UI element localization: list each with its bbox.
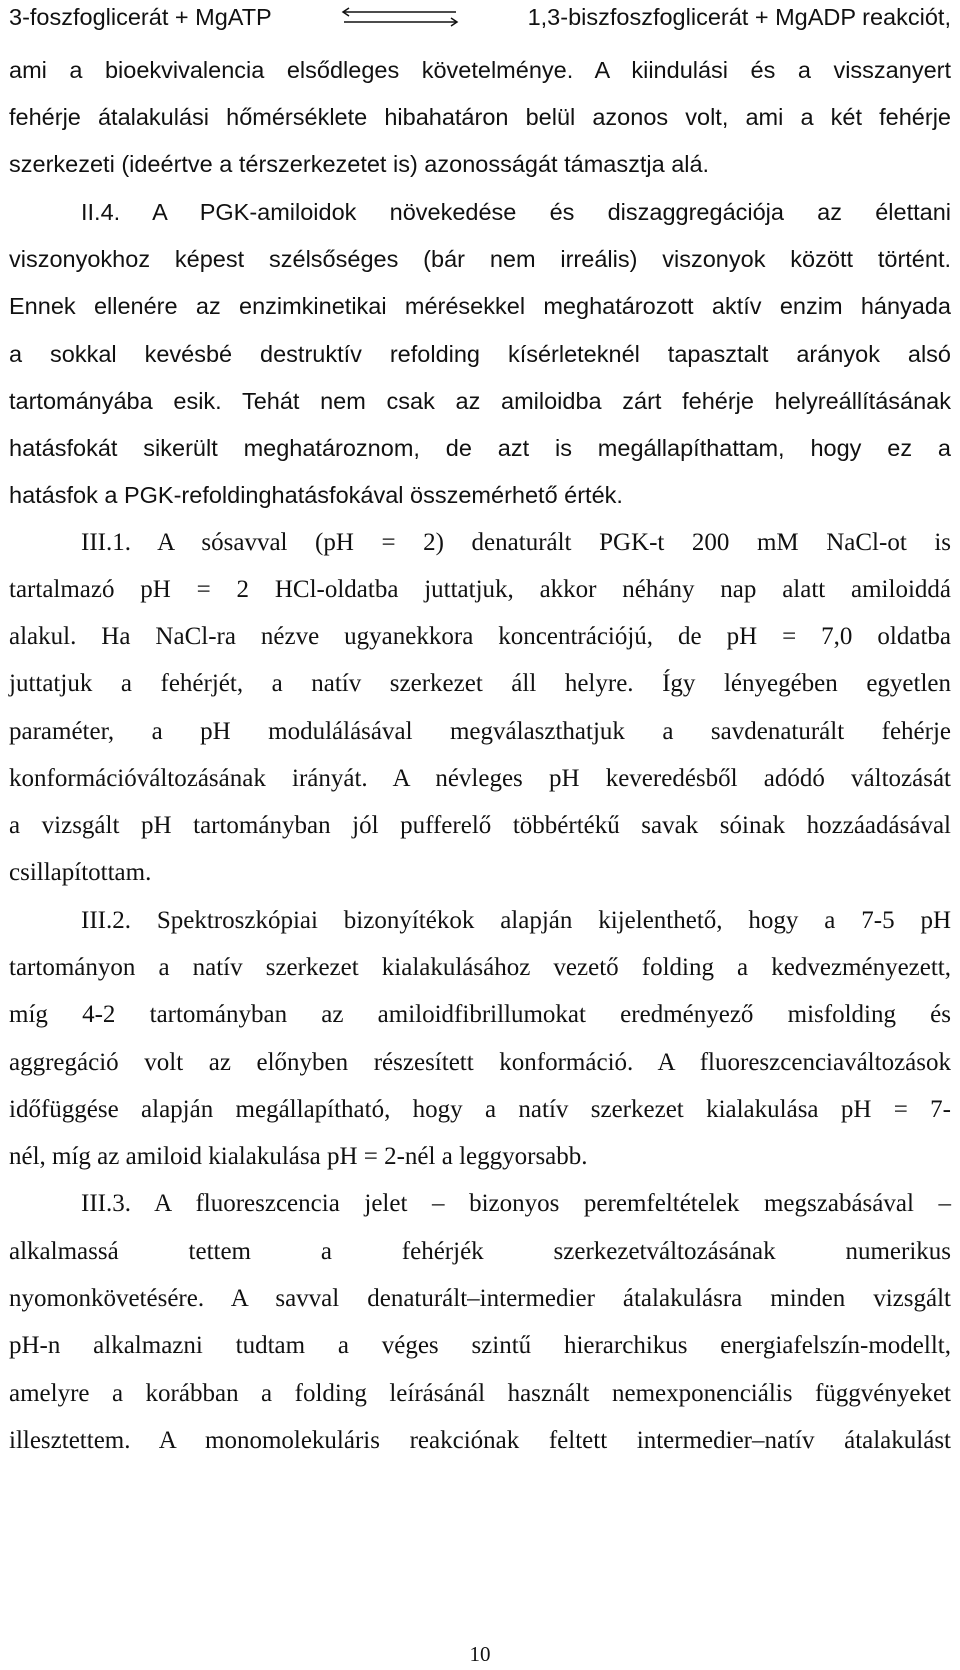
text-line: pH-n alkalmazni tudtam a véges szintű hierarchikus energiafelszín-modellt, — [9, 1332, 951, 1359]
text-line: nél, míg az amiloid kialakulása pH = 2-nél a leggyorsabb. — [9, 1143, 588, 1170]
text-line: míg 4-2 tartományban az amiloidfibrillumokat eredményező misfolding és — [9, 1001, 951, 1028]
text-line: illesztettem. A monomolekuláris reakciónak feltett intermedier–natív átalakulást — [9, 1427, 951, 1454]
text-line: szerkezeti (ideértve a térszerkezetet is) azonosságát támasztja alá. — [9, 151, 710, 177]
text-line: nyomonkövetésére. A savval denaturált–intermedier átalakulásra minden vizsgált — [9, 1285, 951, 1312]
text-line: fehérje átalakulási hőmérséklete hibahatáron belül azonos volt, ami a két fehérje — [9, 104, 951, 130]
text-line: a sokkal kevésbé destruktív refolding kísérleteknél tapasztalt arányok alsó — [9, 341, 951, 367]
text-line: juttatjuk a fehérjét, a natív szerkezet áll helyre. Így lényegében egyetlen — [9, 670, 951, 697]
reaction-line — [9, 0, 951, 34]
reaction-left-side: 3-foszfoglicerát + MgATP — [9, 4, 272, 30]
section-heading-line: II.4. A PGK-amiloidok növekedése és diszaggregációja az élettani — [81, 199, 951, 225]
text-line: tartományon a natív szerkezet kialakulásához vezető folding a kedvezményezett, — [9, 954, 951, 981]
text-line: Ennek ellenére az enzimkinetikai mérésekkel meghatározott aktív enzim hányada — [9, 293, 951, 319]
text-line: alkalmassá tettem a fehérjék szerkezetváltozásának numerikus — [9, 1238, 951, 1265]
section-heading-line: III.1. A sósavval (pH = 2) denaturált PGK-t 200 mM NaCl-ot is — [81, 529, 951, 556]
text-line: ami a bioekvivalencia elsődleges követelménye. A kiindulási és a visszanyert — [9, 57, 951, 83]
text-line: amelyre a korábban a folding leírásánál használt nemexponenciális függvényeket — [9, 1380, 951, 1407]
text-line: tartalmazó pH = 2 HCl-oldatba juttatjuk, akkor néhány nap alatt amiloiddá — [9, 576, 951, 603]
text-line: viszonyokhoz képest szélsőséges (bár nem irreális) viszonyok között történt. — [9, 246, 951, 272]
text-line: tartományába esik. Tehát nem csak az amiloidba zárt fehérje helyreállításának — [9, 388, 951, 414]
page-number: 10 — [469, 1642, 491, 1666]
section-heading-line: III.3. A fluoreszcencia jelet – bizonyos peremfeltételek megszabásával – — [81, 1190, 951, 1217]
section-heading-line: III.2. Spektroszkópiai bizonyítékok alapján kijelenthető, hogy a 7-5 pH — [81, 907, 951, 934]
text-line: a vizsgált pH tartományban jól pufferelő többértékű savak sóinak hozzáadásával — [9, 812, 951, 839]
text-line: hatásfok a PGK-refoldinghatásfokával összemérhető érték. — [9, 482, 623, 508]
equilibrium-arrow-icon — [338, 7, 462, 27]
reaction-right-side: 1,3-biszfoszfoglicerát + MgADP reakciót, — [527, 4, 951, 30]
text-line: aggregáció volt az előnyben részesített konformáció. A fluoreszcenciaváltozások — [9, 1049, 951, 1076]
text-line: alakul. Ha NaCl-ra nézve ugyanekkora koncentrációjú, de pH = 7,0 oldatba — [9, 623, 951, 650]
text-line: paraméter, a pH modulálásával megválaszthatjuk a savdenaturált fehérje — [9, 718, 951, 745]
text-line: konformációváltozásának irányát. A névleges pH keveredésből adódó változását — [9, 765, 951, 792]
text-line: hatásfokát sikerült meghatároznom, de azt is megállapíthattam, hogy ez a — [9, 435, 951, 461]
text-line: csillapítottam. — [9, 859, 152, 886]
text-line: időfüggése alapján megállapítható, hogy a natív szerkezet kialakulása pH = 7- — [9, 1096, 951, 1123]
